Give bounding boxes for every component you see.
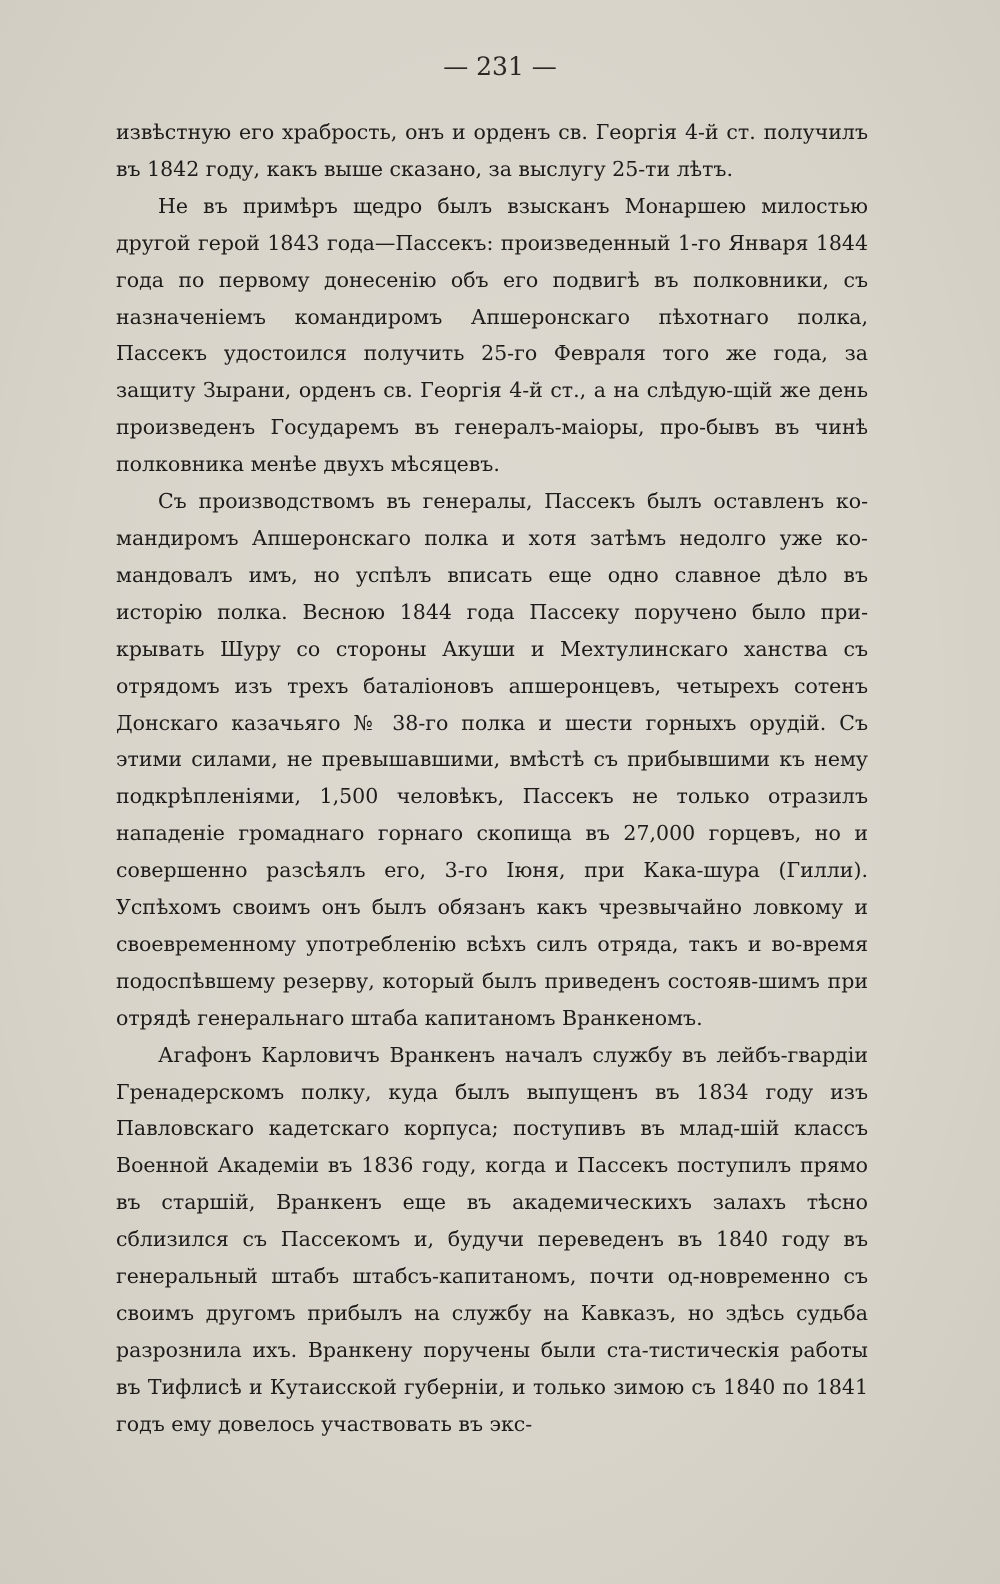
paragraph-continued: извѣстную его храбрость, онъ и орденъ св. Георгія 4-й ст. получилъ въ 1842 году, какъ выше сказано, за выслугу 25-ти лѣтъ. xyxy=(116,120,868,181)
page-number: — 231 — xyxy=(443,52,557,81)
body-text xyxy=(116,114,868,1443)
paragraph: Съ производствомъ въ генералы, Пассекъ былъ оставленъ ко-мандиромъ Апшеронскаго полка и хотя затѣмъ недолго уже ко-мандовалъ имъ, но успѣлъ вписать еще одно славное дѣло въ исторію полка. Весною 1844 года Пассеку поручено было при-крывать Шуру со стороны Акуши и Мехтулинскаго ханства съ отрядомъ изъ трехъ баталіоновъ апшеронцевъ, четырехъ сотенъ Донскаго казачьяго № 38-го полка и шести горныхъ орудій. Съ этими силами, не превышавшими, вмѣстѣ съ прибывшими къ нему подкрѣпленіями, 1,500 человѣкъ, Пассекъ не только отразилъ нападеніе громаднаго горнаго скопища въ 27,000 горцевъ, но и совершенно разсѣялъ его, 3-го Іюня, при Кака-шура (Гилли). Успѣхомъ своимъ онъ былъ обязанъ какъ чрезвычайно ловкому и своевременному употребленію всѣхъ силъ отряда, такъ и во-время подоспѣвшему резерву, который былъ приведенъ состояв-шимъ при отрядѣ генеральнаго штаба капитаномъ Вранкеномъ. xyxy=(116,489,868,1030)
paragraph: Не въ примѣръ щедро былъ взысканъ Монаршею милостью другой герой 1843 года—Пассекъ: произведенный 1-го Января 1844 года по первому донесенію объ его подвигѣ въ полковники, съ назначеніемъ командиромъ Апшеронскаго пѣхотнаго полка, Пассекъ удостоился получить 25-го Февраля того же года, за защиту Зырани, орденъ св. Георгія 4-й ст., а на слѣдую-щій же день произведенъ Государемъ въ генералъ-маіоры, про-бывъ въ чинѣ полковника менѣе двухъ мѣсяцевъ. xyxy=(116,193,868,477)
paragraph: Агафонъ Карловичъ Вранкенъ началъ службу въ лейбъ-гвардіи Гренадерскомъ полку, куда былъ выпущенъ въ 1834 году изъ Павловскаго кадетскаго корпуса; поступивъ въ млад-шій классъ Военной Академіи въ 1836 году, когда и Пассекъ поступилъ прямо въ старшій, Вранкенъ еще въ академическихъ залахъ тѣсно сблизился съ Пассекомъ и, будучи переведенъ въ 1840 году въ генеральный штабъ штабсъ-капитаномъ, почти од-новременно съ своимъ другомъ прибылъ на службу на Кавказъ, но здѣсь судьба разрознила ихъ. Вранкену поручены были ста-тистическія работы въ Тифлисѣ и Кутаисской губерніи, и только зимою съ 1840 по 1841 годъ ему довелось участвовать въ экс- xyxy=(116,1042,868,1436)
